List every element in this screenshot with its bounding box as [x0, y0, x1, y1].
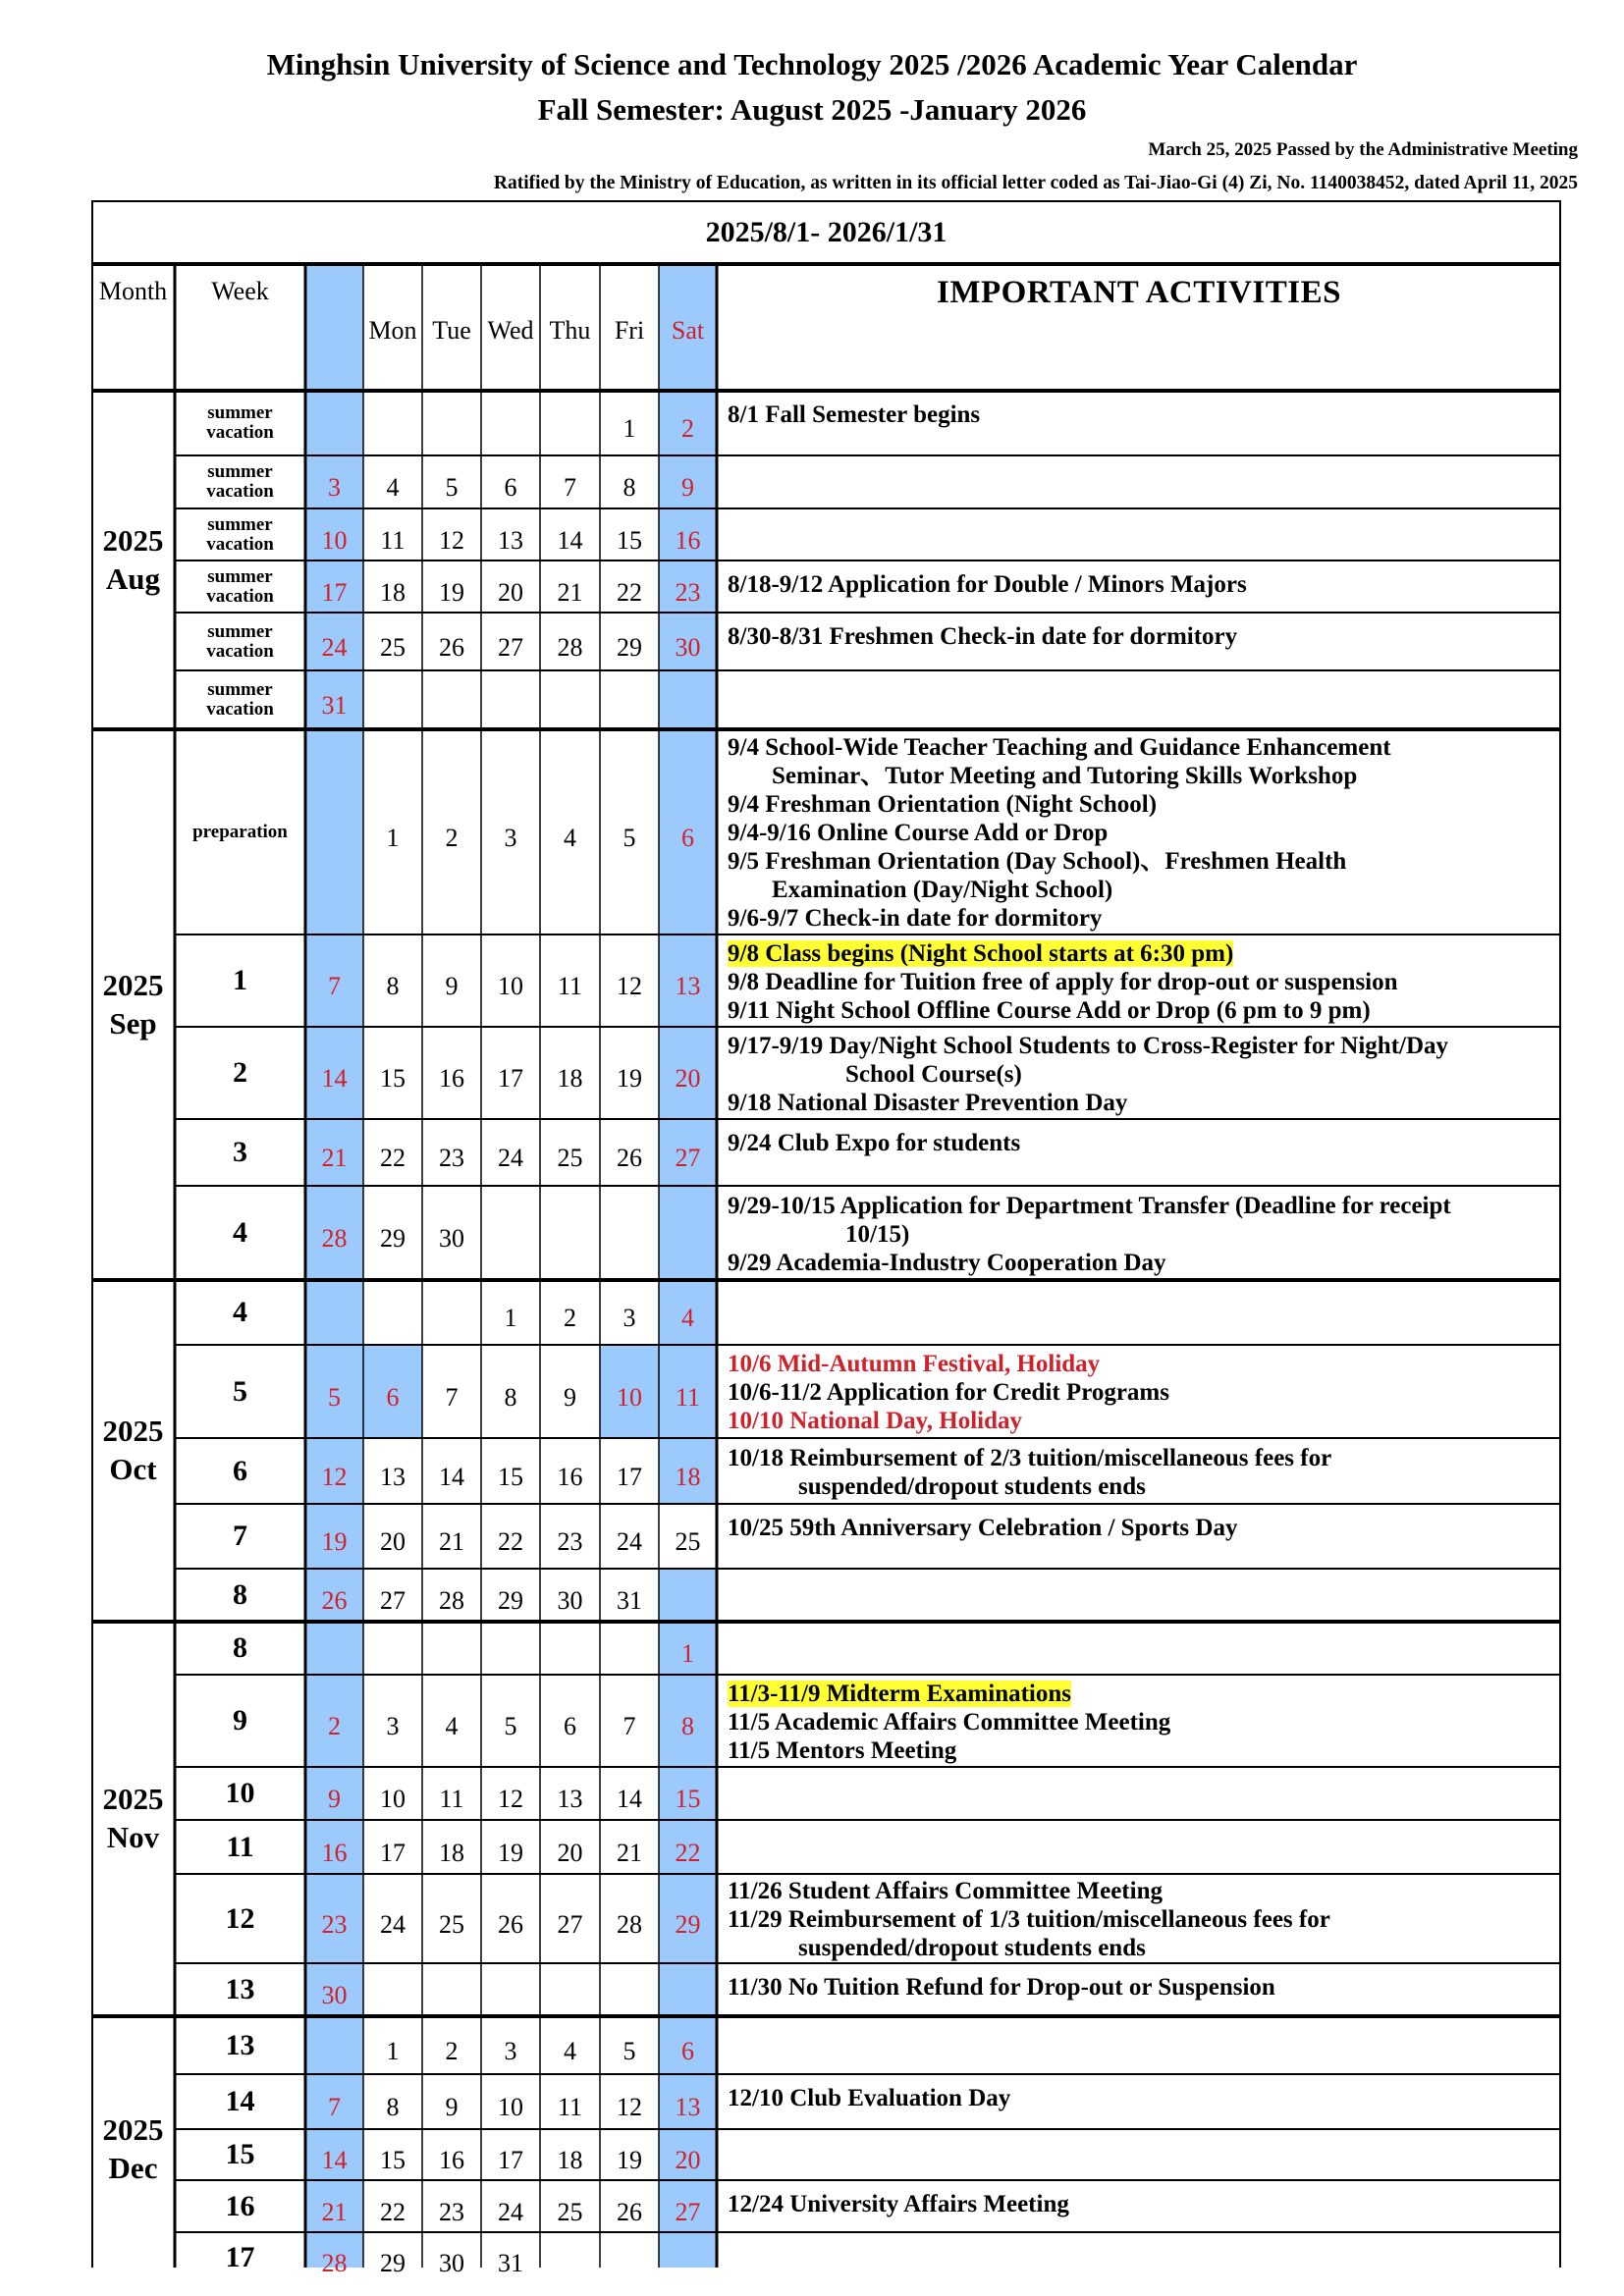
- week-label-text: summer: [207, 620, 273, 642]
- day-cell: 1: [681, 1639, 694, 1669]
- week-label-text: vacation: [206, 699, 274, 720]
- day-cell: 3: [328, 473, 341, 503]
- week-label-text: summer: [207, 565, 273, 587]
- activities-cell: [717, 1186, 1561, 1280]
- day-cell: 8: [386, 2093, 400, 2122]
- day-cell: 3: [504, 2036, 517, 2065]
- activity-line: 8/18-9/12 Application for Double / Minors Majors: [728, 571, 1247, 598]
- day-cell: 17: [380, 1838, 406, 1867]
- day-cell: 22: [675, 1838, 701, 1867]
- week-number: 13: [225, 2028, 255, 2061]
- month-year: 2025: [102, 1782, 164, 1817]
- day-cell: 2: [681, 414, 694, 444]
- activities-cell: [717, 2180, 1561, 2232]
- day-cell: 30: [439, 2249, 464, 2278]
- day-cell: 6: [564, 1712, 576, 1741]
- highlighted-activity: 9/8 Class begins (Night School starts at 6:30 pm): [728, 939, 1234, 967]
- day-cell: 25: [380, 632, 406, 662]
- day-cell: 28: [321, 2249, 348, 2278]
- day-cell: 17: [321, 577, 348, 607]
- week-number: 17: [225, 2241, 255, 2274]
- day-cell: 12: [321, 1462, 348, 1491]
- week-number: 16: [225, 2189, 255, 2222]
- activities-column-header: IMPORTANT ACTIVITIES: [937, 274, 1341, 310]
- week-label-text: vacation: [206, 640, 274, 662]
- day-cell: 31: [321, 691, 348, 721]
- week-label: [175, 455, 305, 508]
- activity-line: 10/6-11/2 Application for Credit Programs: [728, 1379, 1169, 1406]
- day-cell: 29: [380, 2249, 406, 2278]
- day-cell: 18: [380, 577, 406, 607]
- day-cell: 23: [321, 1909, 348, 1939]
- activity-line: 10/6 Mid-Autumn Festival, Holiday: [728, 1351, 1101, 1377]
- week-label-text: vacation: [206, 533, 274, 555]
- day-cell: 5: [623, 2036, 636, 2065]
- page-subtitle: Fall Semester: August 2025 -January 2026: [537, 92, 1087, 127]
- day-cell: 28: [321, 1224, 348, 1254]
- day-cell: 7: [564, 473, 576, 503]
- day-cell: 24: [498, 2197, 523, 2226]
- day-cell: 14: [439, 1462, 464, 1491]
- day-cell: 1: [623, 414, 636, 444]
- day-cell: 9: [681, 473, 694, 503]
- day-cell: 10: [498, 2093, 523, 2122]
- day-cell: 7: [328, 972, 341, 1001]
- day-cell: 13: [675, 972, 701, 1001]
- day-cell: 20: [675, 1064, 701, 1094]
- activity-line: 10/18 Reimbursement of 2/3 tuition/miscellaneous fees for: [728, 1444, 1332, 1471]
- activities-cell: [717, 1874, 1561, 1963]
- day-cell: 2: [445, 2036, 459, 2065]
- day-cell: 21: [617, 1838, 642, 1867]
- day-cell: 24: [498, 1144, 523, 1173]
- day-cell: 20: [675, 2146, 701, 2175]
- day-cell: 20: [380, 1527, 406, 1557]
- day-cell: 28: [439, 1586, 464, 1616]
- week-label: [175, 508, 305, 561]
- week-column-header: Week: [211, 277, 269, 306]
- day-cell: 5: [328, 1382, 341, 1412]
- day-cell: 19: [498, 1838, 523, 1867]
- day-cell: 9: [445, 2093, 459, 2122]
- day-header-wed: Wed: [487, 316, 534, 346]
- month-name: Nov: [106, 1820, 160, 1854]
- day-header-sun: [305, 303, 363, 358]
- activity-line: 9/24 Club Expo for students: [728, 1130, 1021, 1156]
- activity-line: 11/26 Student Affairs Committee Meeting: [728, 1878, 1163, 1904]
- day-cell: 29: [675, 1909, 701, 1939]
- day-cell: 27: [675, 2197, 701, 2226]
- day-cell: 22: [498, 1527, 523, 1557]
- day-cell: 19: [617, 1064, 642, 1094]
- day-cell: 26: [439, 632, 464, 662]
- day-cell: 24: [380, 1909, 406, 1939]
- activities-cell: [717, 1963, 1561, 2016]
- month-label-aug: [91, 391, 175, 729]
- day-cell: 23: [439, 1144, 464, 1173]
- activities-cell: [717, 2074, 1561, 2129]
- day-cell: 16: [439, 1064, 464, 1094]
- day-cell: 15: [380, 1064, 406, 1094]
- day-cell: 26: [617, 2197, 642, 2226]
- day-cell: 25: [675, 1527, 701, 1557]
- month-name: Aug: [105, 561, 161, 596]
- month-column-header: Month: [98, 277, 168, 306]
- activities-cell: [717, 1345, 1561, 1438]
- month-year: 2025: [102, 2112, 164, 2148]
- activity-line: 12/10 Club Evaluation Day: [728, 2085, 1011, 2111]
- week-number: 6: [233, 1454, 247, 1487]
- activity-line: [728, 1680, 1561, 1708]
- activity-line: 9/4 Freshman Orientation (Night School): [728, 791, 1158, 818]
- week-label-text: summer: [207, 513, 273, 535]
- week-label-text: summer: [207, 402, 273, 424]
- day-cell: 10: [617, 1382, 642, 1412]
- day-header-tue: Tue: [432, 316, 471, 346]
- day-cell: 9: [445, 972, 459, 1001]
- day-cell: 11: [439, 1785, 464, 1814]
- activities-cell: [717, 1027, 1561, 1119]
- day-cell: 16: [439, 2146, 464, 2175]
- day-cell: 18: [557, 1064, 583, 1094]
- day-cell: 14: [321, 1064, 348, 1094]
- week-number: 2: [233, 1056, 247, 1090]
- activity-line: suspended/dropout students ends: [798, 1472, 1146, 1500]
- day-cell: 15: [498, 1462, 523, 1491]
- activities-cell: [717, 561, 1561, 613]
- day-header-mon: Mon: [368, 316, 417, 346]
- day-cell: 17: [498, 2146, 523, 2175]
- day-cell: 8: [504, 1382, 517, 1412]
- day-cell: 3: [504, 823, 517, 852]
- day-cell: 2: [328, 1712, 341, 1741]
- month-year: 2025: [102, 1414, 164, 1449]
- month-year: 2025: [102, 967, 164, 1002]
- day-cell: 21: [439, 1527, 464, 1557]
- month-label-dec: [91, 2016, 175, 2283]
- activity-line: 9/17-9/19 Day/Night School Students to Cross-Register for Night/Day: [728, 1032, 1449, 1059]
- day-cell: 22: [617, 577, 642, 607]
- day-cell: 7: [328, 2093, 341, 2122]
- day-cell: 29: [617, 632, 642, 662]
- day-cell: 30: [675, 632, 701, 662]
- day-cell: 13: [557, 1785, 583, 1814]
- day-cell: 12: [498, 1785, 523, 1814]
- week-label-text: summer: [207, 679, 273, 701]
- week-number: 4: [233, 1216, 247, 1250]
- week-number: 1: [233, 964, 247, 997]
- activity-line: 9/6-9/7 Check-in date for dormitory: [728, 905, 1103, 932]
- day-cell: 2: [445, 823, 459, 852]
- day-cell: 23: [557, 1527, 583, 1557]
- day-cell: 25: [557, 1144, 583, 1173]
- activities-cell: [717, 729, 1561, 934]
- calendar-header: [0, 0, 1624, 201]
- activity-line: 9/8 Deadline for Tuition free of apply for drop-out or suspension: [728, 968, 1398, 995]
- week-label-text: vacation: [206, 585, 274, 607]
- activity-line: 11/5 Academic Affairs Committee Meeting: [728, 1708, 1171, 1735]
- day-cell: 3: [386, 1712, 400, 1741]
- date-range-label: 2025/8/1- 2026/1/31: [705, 215, 947, 248]
- activity-line: 10/10 National Day, Holiday: [728, 1408, 1023, 1434]
- day-cell: 6: [681, 823, 694, 852]
- day-cell: 11: [380, 525, 406, 555]
- activity-line: 9/4 School-Wide Teacher Teaching and Guidance Enhancement: [728, 734, 1391, 761]
- day-cell: 24: [321, 632, 348, 662]
- week-number: 14: [225, 2085, 255, 2118]
- day-cell: 12: [617, 972, 642, 1001]
- page-title: Minghsin University of Science and Technology 2025 /2026 Academic Year Calendar: [266, 47, 1358, 81]
- activity-line: Seminar、Tutor Meeting and Tutoring Skills Workshop: [772, 763, 1358, 789]
- month-label-sep: [91, 729, 175, 1280]
- day-header-thu: Thu: [549, 316, 591, 346]
- week-label-text: preparation: [192, 821, 288, 842]
- day-cell: 26: [617, 1144, 642, 1173]
- week-number: 15: [225, 2138, 255, 2171]
- day-cell: 4: [564, 2036, 576, 2065]
- ratified-note: Ratified by the Ministry of Education, as written in its official letter coded as Tai-Jiao-Gi (4) Zi, No. 1140038452, dated April 11, 2025: [493, 173, 1578, 193]
- day-cell: 27: [557, 1909, 583, 1939]
- day-cell: 19: [321, 1527, 348, 1557]
- day-cell: 31: [617, 1586, 642, 1616]
- day-cell: 21: [321, 1144, 348, 1173]
- day-cell: 19: [617, 2146, 642, 2175]
- day-cell: 8: [623, 473, 636, 503]
- month-name: Dec: [108, 2151, 158, 2185]
- month-label-oct: [91, 1280, 175, 1622]
- activity-line: suspended/dropout students ends: [798, 1935, 1146, 1961]
- day-cell: 7: [445, 1382, 459, 1412]
- day-cell: 11: [557, 2093, 583, 2122]
- week-number: 7: [233, 1520, 247, 1553]
- week-number: 13: [225, 1973, 255, 2006]
- activity-line: School Course(s): [845, 1060, 1022, 1088]
- day-cell: 1: [386, 2036, 400, 2065]
- day-cell: 18: [675, 1462, 701, 1491]
- day-cell: 13: [675, 2093, 701, 2122]
- activities-cell: [717, 1119, 1561, 1186]
- day-cell: 13: [498, 525, 523, 555]
- week-label: [175, 729, 305, 934]
- activity-line: 9/18 National Disaster Prevention Day: [728, 1089, 1128, 1116]
- day-cell: 23: [439, 2197, 464, 2226]
- day-cell: 8: [386, 972, 400, 1001]
- week-label: [175, 613, 305, 670]
- month-label-nov: [91, 1622, 175, 2016]
- week-label: [175, 670, 305, 729]
- day-cell: 21: [321, 2197, 348, 2226]
- day-cell: 5: [623, 823, 636, 852]
- day-cell: 17: [617, 1462, 642, 1491]
- week-number: 10: [225, 1777, 255, 1810]
- day-cell: 4: [445, 1712, 459, 1741]
- activities-cell: [717, 1504, 1561, 1569]
- activity-line: 9/29-10/15 Application for Department Transfer (Deadline for receipt: [728, 1192, 1451, 1219]
- day-cell: 15: [675, 1785, 701, 1814]
- activity-line: 11/29 Reimbursement of 1/3 tuition/miscellaneous fees for: [728, 1906, 1330, 1933]
- day-cell: 2: [564, 1304, 576, 1333]
- week-number: 3: [233, 1136, 247, 1169]
- month-name: Oct: [109, 1452, 157, 1486]
- day-cell: 5: [445, 473, 459, 503]
- activity-line: Examination (Day/Night School): [772, 877, 1113, 903]
- week-number: 8: [233, 1578, 247, 1612]
- day-cell: 14: [321, 2146, 348, 2175]
- activity-line: 9/29 Academia-Industry Cooperation Day: [728, 1249, 1166, 1276]
- day-cell: 24: [617, 1527, 642, 1557]
- week-number: 11: [226, 1830, 254, 1863]
- day-cell: 23: [675, 577, 701, 607]
- week-label: [175, 391, 305, 455]
- day-cell: 21: [557, 577, 583, 607]
- activity-line: 11/30 No Tuition Refund for Drop-out or Suspension: [728, 1974, 1275, 2001]
- day-cell: 9: [564, 1382, 576, 1412]
- week-label: [175, 561, 305, 613]
- day-cell: 9: [328, 1785, 341, 1814]
- day-cell: 30: [321, 1981, 348, 2010]
- day-cell: 11: [675, 1382, 701, 1412]
- activities-cell: [717, 613, 1561, 670]
- day-cell: 11: [557, 972, 583, 1001]
- day-cell: 16: [675, 525, 701, 555]
- week-number: 9: [233, 1704, 247, 1737]
- day-cell: 1: [504, 1304, 517, 1333]
- day-cell: 13: [380, 1462, 406, 1491]
- day-cell: 4: [386, 473, 400, 503]
- passed-note: March 25, 2025 Passed by the Administrative Meeting: [1148, 139, 1578, 160]
- day-cell: 20: [498, 577, 523, 607]
- month-year: 2025: [102, 522, 164, 558]
- day-cell: 4: [681, 1304, 694, 1333]
- activity-line: [728, 939, 1561, 968]
- week-label-text: vacation: [206, 422, 274, 443]
- day-cell: 12: [617, 2093, 642, 2122]
- activity-line: 12/24 University Affairs Meeting: [728, 2191, 1069, 2217]
- day-cell: 22: [380, 2197, 406, 2226]
- day-cell: 25: [557, 2197, 583, 2226]
- activities-cell: [717, 1675, 1561, 1767]
- day-header-fri: Fri: [614, 316, 645, 346]
- day-cell: 19: [439, 577, 464, 607]
- day-cell: 16: [557, 1462, 583, 1491]
- activities-cell: [717, 391, 1561, 455]
- week-label-text: summer: [207, 461, 273, 483]
- day-cell: 8: [681, 1712, 694, 1741]
- activity-line: 9/11 Night School Offline Course Add or Drop (6 pm to 9 pm): [728, 996, 1371, 1024]
- week-number: 4: [233, 1296, 247, 1329]
- activity-line: 10/15): [845, 1220, 910, 1248]
- day-cell: 6: [504, 473, 517, 503]
- activity-line: 10/25 59th Anniversary Celebration / Sports Day: [728, 1515, 1238, 1541]
- day-cell: 6: [386, 1382, 400, 1412]
- day-cell: 5: [504, 1712, 517, 1741]
- day-cell: 29: [380, 1224, 406, 1254]
- day-cell: 17: [498, 1064, 523, 1094]
- day-cell: 26: [321, 1586, 348, 1616]
- activity-line: 11/5 Mentors Meeting: [728, 1736, 957, 1764]
- day-cell: 10: [380, 1785, 406, 1814]
- week-number: 12: [225, 1901, 255, 1935]
- day-cell: 27: [380, 1586, 406, 1616]
- day-cell: 12: [439, 525, 464, 555]
- activity-line: 8/1 Fall Semester begins: [728, 401, 981, 428]
- day-cell: 7: [623, 1712, 636, 1741]
- day-cell: 27: [675, 1144, 701, 1173]
- week-number: 8: [233, 1631, 247, 1665]
- day-cell: 14: [557, 525, 583, 555]
- activity-line: 8/30-8/31 Freshmen Check-in date for dormitory: [728, 623, 1238, 650]
- day-cell: 29: [498, 1586, 523, 1616]
- calendar-table: [91, 200, 1561, 2278]
- activity-line: 9/5 Freshman Orientation (Day School)、Freshmen Health: [728, 848, 1347, 875]
- day-cell: 20: [557, 1838, 583, 1867]
- day-cell: 18: [557, 2146, 583, 2175]
- day-cell: 1: [386, 823, 400, 852]
- highlighted-activity: 11/3-11/9 Midterm Examinations: [728, 1680, 1071, 1707]
- day-cell: 16: [321, 1838, 348, 1867]
- day-cell: 22: [380, 1144, 406, 1173]
- day-cell: 14: [617, 1785, 642, 1814]
- day-cell: 27: [498, 632, 523, 662]
- day-cell: 30: [439, 1224, 464, 1254]
- day-cell: 6: [681, 2036, 694, 2065]
- day-header-sat: Sat: [671, 316, 705, 346]
- week-number: 5: [233, 1374, 247, 1408]
- day-cell: 10: [321, 525, 348, 555]
- activity-line: 9/4-9/16 Online Course Add or Drop: [728, 820, 1109, 846]
- day-cell: 3: [623, 1304, 636, 1333]
- day-cell: 15: [380, 2146, 406, 2175]
- month-name: Sep: [109, 1005, 157, 1041]
- day-cell: 18: [439, 1838, 464, 1867]
- day-cell: 30: [557, 1586, 583, 1616]
- day-cell: 28: [557, 632, 583, 662]
- week-label-text: vacation: [206, 481, 274, 502]
- day-cell: 4: [564, 823, 576, 852]
- activities-cell: [717, 934, 1561, 1027]
- day-cell: 10: [498, 972, 523, 1001]
- day-cell: 15: [617, 525, 642, 555]
- day-cell: 26: [498, 1909, 523, 1939]
- activities-cell: [717, 1438, 1561, 1504]
- day-cell: 25: [439, 1909, 464, 1939]
- day-cell: 28: [617, 1909, 642, 1939]
- day-cell: 31: [498, 2249, 523, 2278]
